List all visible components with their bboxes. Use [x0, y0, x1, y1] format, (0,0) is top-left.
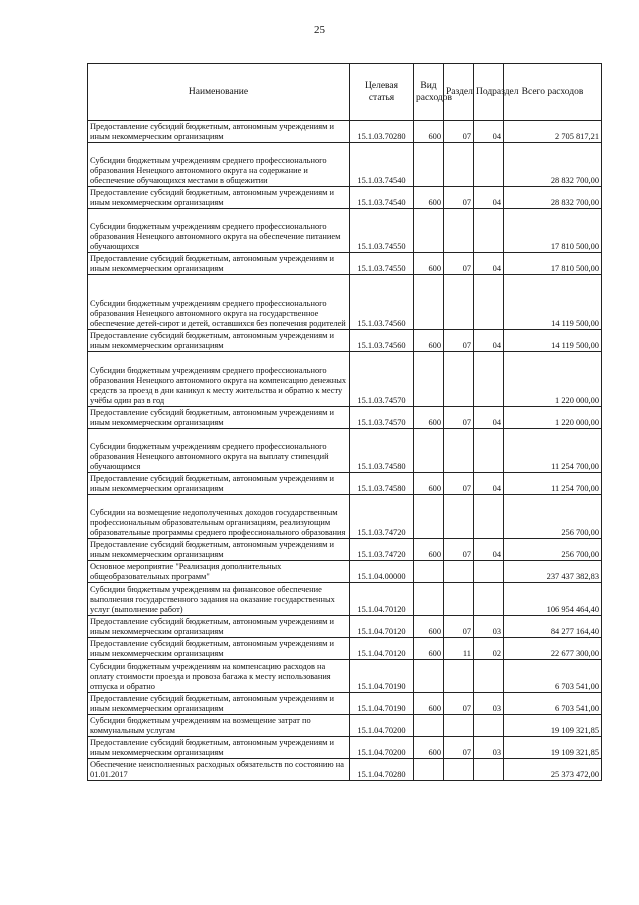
cell-section: 07	[444, 187, 474, 209]
cell-name: Предоставление субсидий бюджетным, автономным учреждениям и иным некоммерческим организациям	[88, 737, 350, 759]
header-name: Наименование	[88, 64, 350, 121]
cell-total: 1 220 000,00	[504, 352, 602, 407]
cell-target: 15.1.04.70200	[350, 715, 414, 737]
table-row	[88, 583, 602, 616]
table-row	[88, 759, 602, 781]
cell-name: Предоставление субсидий бюджетным, автономным учреждениям и иным некоммерческим организациям	[88, 407, 350, 429]
cell-kind	[414, 715, 444, 737]
cell-target: 15.1.03.74540	[350, 187, 414, 209]
cell-subsection	[474, 583, 504, 616]
cell-subsection: 04	[474, 121, 504, 143]
cell-total: 19 109 321,85	[504, 715, 602, 737]
cell-kind: 600	[414, 121, 444, 143]
cell-kind	[414, 759, 444, 781]
cell-subsection: 04	[474, 330, 504, 352]
table-row	[88, 473, 602, 495]
cell-target: 15.1.03.74550	[350, 209, 414, 253]
cell-subsection	[474, 561, 504, 583]
cell-total: 84 277 164,40	[504, 616, 602, 638]
table-row	[88, 253, 602, 275]
table-row	[88, 209, 602, 253]
cell-total: 28 832 700,00	[504, 143, 602, 187]
table-row	[88, 539, 602, 561]
cell-subsection	[474, 429, 504, 473]
table-row	[88, 407, 602, 429]
cell-total: 11 254 700,00	[504, 429, 602, 473]
table-row	[88, 715, 602, 737]
cell-total: 256 700,00	[504, 539, 602, 561]
header-subsection: Подраздел	[474, 64, 504, 121]
cell-subsection: 02	[474, 638, 504, 660]
cell-kind: 600	[414, 407, 444, 429]
cell-total: 256 700,00	[504, 495, 602, 539]
cell-kind: 600	[414, 737, 444, 759]
cell-subsection: 04	[474, 187, 504, 209]
cell-target: 15.1.03.74720	[350, 539, 414, 561]
cell-subsection	[474, 495, 504, 539]
cell-total: 6 703 541,00	[504, 660, 602, 693]
cell-name: Предоставление субсидий бюджетным, автономным учреждениям и иным некоммерческим организациям	[88, 473, 350, 495]
cell-subsection	[474, 275, 504, 330]
cell-target: 15.1.03.74580	[350, 473, 414, 495]
cell-total: 106 954 464,40	[504, 583, 602, 616]
cell-name: Предоставление субсидий бюджетным, автономным учреждениям и иным некоммерческим организациям	[88, 638, 350, 660]
cell-kind: 600	[414, 187, 444, 209]
cell-kind	[414, 209, 444, 253]
table-row	[88, 275, 602, 330]
budget-table	[87, 63, 602, 781]
table-row	[88, 660, 602, 693]
cell-total: 28 832 700,00	[504, 187, 602, 209]
cell-kind: 600	[414, 616, 444, 638]
cell-subsection	[474, 352, 504, 407]
cell-kind	[414, 660, 444, 693]
header-kind: Вид расходов	[414, 64, 444, 121]
cell-total: 14 119 500,00	[504, 330, 602, 352]
cell-subsection: 03	[474, 737, 504, 759]
table-body	[88, 121, 602, 781]
cell-section	[444, 715, 474, 737]
cell-kind: 600	[414, 473, 444, 495]
cell-name: Предоставление субсидий бюджетным, автономным учреждениям и иным некоммерческим организациям	[88, 253, 350, 275]
cell-target: 15.1.03.74720	[350, 495, 414, 539]
cell-subsection	[474, 143, 504, 187]
cell-subsection	[474, 715, 504, 737]
cell-subsection	[474, 660, 504, 693]
table-row	[88, 638, 602, 660]
cell-kind	[414, 583, 444, 616]
cell-name: Обеспечение неисполненных расходных обязательств по состоянию на 01.01.2017	[88, 759, 350, 781]
cell-target: 15.1.04.00000	[350, 561, 414, 583]
cell-target: 15.1.03.74550	[350, 253, 414, 275]
cell-target: 15.1.04.70190	[350, 693, 414, 715]
table-row	[88, 352, 602, 407]
cell-subsection: 04	[474, 473, 504, 495]
cell-name: Субсидии бюджетным учреждениям среднего профессионального образования Ненецкого автономного округа на компенсацию денежных средств за проезд в дни каникул к месту жительства и обратно к месту учёбы один раз в год	[88, 352, 350, 407]
cell-name: Предоставление субсидий бюджетным, автономным учреждениям и иным некоммерческим организациям	[88, 330, 350, 352]
table-row	[88, 495, 602, 539]
cell-section	[444, 352, 474, 407]
cell-section: 11	[444, 638, 474, 660]
cell-target: 15.1.04.70190	[350, 660, 414, 693]
cell-section	[444, 561, 474, 583]
cell-target: 15.1.04.70200	[350, 737, 414, 759]
table-row	[88, 561, 602, 583]
table-row	[88, 693, 602, 715]
cell-target: 15.1.03.74570	[350, 407, 414, 429]
header-total: Всего расходов	[504, 64, 602, 121]
cell-subsection: 03	[474, 693, 504, 715]
table-row	[88, 330, 602, 352]
cell-target: 15.1.03.70280	[350, 121, 414, 143]
cell-total: 17 810 500,00	[504, 209, 602, 253]
cell-subsection: 04	[474, 253, 504, 275]
cell-target: 15.1.03.74560	[350, 275, 414, 330]
cell-section: 07	[444, 407, 474, 429]
cell-target: 15.1.03.74560	[350, 330, 414, 352]
cell-kind: 600	[414, 693, 444, 715]
cell-name: Основное мероприятие "Реализация дополнительных общеобразовательных программ"	[88, 561, 350, 583]
cell-section: 07	[444, 693, 474, 715]
cell-kind	[414, 561, 444, 583]
cell-target: 15.1.03.74540	[350, 143, 414, 187]
cell-kind	[414, 495, 444, 539]
cell-target: 15.1.04.70120	[350, 638, 414, 660]
table-row	[88, 429, 602, 473]
cell-kind	[414, 275, 444, 330]
cell-total: 11 254 700,00	[504, 473, 602, 495]
cell-section	[444, 660, 474, 693]
header-target: Целевая статья	[350, 64, 414, 121]
cell-section	[444, 275, 474, 330]
cell-kind	[414, 429, 444, 473]
cell-subsection: 04	[474, 407, 504, 429]
table-row	[88, 616, 602, 638]
table-row	[88, 737, 602, 759]
cell-target: 15.1.03.74570	[350, 352, 414, 407]
cell-target: 15.1.04.70120	[350, 583, 414, 616]
cell-section	[444, 143, 474, 187]
cell-target: 15.1.04.70120	[350, 616, 414, 638]
cell-name: Предоставление субсидий бюджетным, автономным учреждениям и иным некоммерческим организациям	[88, 616, 350, 638]
cell-name: Субсидии на возмещение недополученных доходов государственным профессиональным образовательным организациям, реализующим образовательные программы среднего профессионального образования	[88, 495, 350, 539]
cell-name: Предоставление субсидий бюджетным, автономным учреждениям и иным некоммерческим организациям	[88, 121, 350, 143]
cell-section: 07	[444, 121, 474, 143]
cell-name: Предоставление субсидий бюджетным, автономным учреждениям и иным некоммерческим организациям	[88, 693, 350, 715]
cell-name: Субсидии бюджетным учреждениям среднего профессионального образования Ненецкого автономного округа на содержание и обеспечение обучающихся местами в общежитии	[88, 143, 350, 187]
cell-kind	[414, 143, 444, 187]
table-row	[88, 121, 602, 143]
table-row	[88, 187, 602, 209]
cell-section	[444, 495, 474, 539]
cell-kind: 600	[414, 330, 444, 352]
cell-kind	[414, 352, 444, 407]
cell-total: 14 119 500,00	[504, 275, 602, 330]
cell-target: 15.1.04.70280	[350, 759, 414, 781]
page-number: 25	[314, 24, 325, 36]
cell-section	[444, 759, 474, 781]
cell-total: 6 703 541,00	[504, 693, 602, 715]
cell-total: 17 810 500,00	[504, 253, 602, 275]
cell-name: Субсидии бюджетным учреждениям среднего профессионального образования Ненецкого автономного округа на обеспечение питанием обучающихся	[88, 209, 350, 253]
cell-total: 2 705 817,21	[504, 121, 602, 143]
cell-subsection: 04	[474, 539, 504, 561]
cell-kind: 600	[414, 539, 444, 561]
cell-section: 07	[444, 473, 474, 495]
cell-section	[444, 583, 474, 616]
cell-name: Субсидии бюджетным учреждениям на финансовое обеспечение выполнения государственного задания на оказание государственных услуг (выполнение работ)	[88, 583, 350, 616]
table-header-row	[88, 64, 602, 121]
cell-section: 07	[444, 253, 474, 275]
cell-kind: 600	[414, 253, 444, 275]
cell-total: 25 373 472,00	[504, 759, 602, 781]
cell-total: 237 437 382,83	[504, 561, 602, 583]
cell-section: 07	[444, 330, 474, 352]
cell-section	[444, 209, 474, 253]
cell-name: Субсидии бюджетным учреждениям на возмещение затрат по коммунальным услугам	[88, 715, 350, 737]
cell-name: Субсидии бюджетным учреждениям среднего профессионального образования Ненецкого автономного округа на выплату стипендий обучающимся	[88, 429, 350, 473]
table-row	[88, 143, 602, 187]
cell-name: Субсидии бюджетным учреждениям на компенсацию расходов на оплату стоимости проезда и провоза багажа к месту использования отпуска и обратно	[88, 660, 350, 693]
cell-subsection	[474, 759, 504, 781]
cell-kind: 600	[414, 638, 444, 660]
cell-name: Субсидии бюджетным учреждениям среднего профессионального образования Ненецкого автономного округа на государственное обеспечение детей-сирот и детей, оставшихся без попечения родителей	[88, 275, 350, 330]
header-section: Раздел	[444, 64, 474, 121]
cell-total: 22 677 300,00	[504, 638, 602, 660]
cell-subsection	[474, 209, 504, 253]
cell-total: 1 220 000,00	[504, 407, 602, 429]
cell-section: 07	[444, 539, 474, 561]
cell-section: 07	[444, 616, 474, 638]
cell-total: 19 109 321,85	[504, 737, 602, 759]
cell-name: Предоставление субсидий бюджетным, автономным учреждениям и иным некоммерческим организациям	[88, 539, 350, 561]
cell-section	[444, 429, 474, 473]
cell-target: 15.1.03.74580	[350, 429, 414, 473]
cell-subsection: 03	[474, 616, 504, 638]
cell-section: 07	[444, 737, 474, 759]
cell-name: Предоставление субсидий бюджетным, автономным учреждениям и иным некоммерческим организациям	[88, 187, 350, 209]
